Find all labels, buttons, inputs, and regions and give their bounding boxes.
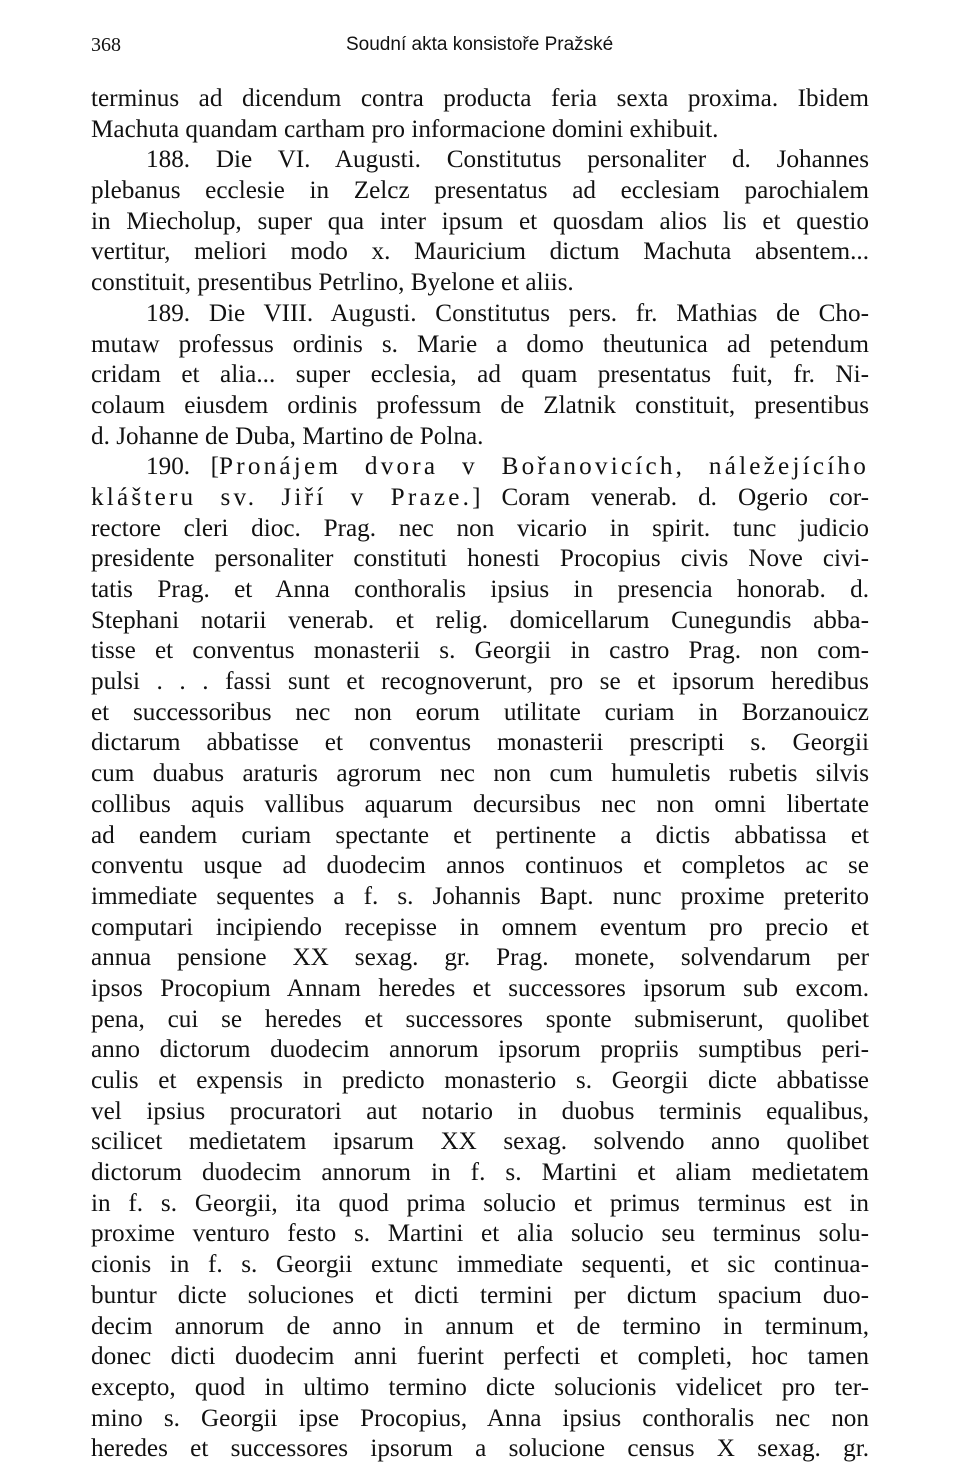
text-line: conventu usque ad duodecim annos continuos et completos ac se: [91, 852, 869, 880]
text-line: plebanus ecclesie in Zelcz presentatus ad ecclesiam parochialem: [91, 177, 869, 205]
text-line: heredes et successores ipsorum a solucione census X sexag. gr.: [91, 1435, 869, 1463]
text-line: tatis Prag. et Anna conthoralis ipsius in presencia honorab. d.: [91, 576, 869, 603]
text-line: immediate sequentes a f. s. Johannis Bapt. nunc proxime preterito: [91, 882, 869, 910]
text-line: in f. s. Georgii, ita quod prima solucio et primus terminus est in: [91, 1189, 869, 1217]
text-line: cridam et alia... super ecclesia, ad quam presentatus fuit, fr. Ni-: [91, 361, 869, 389]
text-line: culis et expensis in predicto monasterio s. Georgii dicte abbatisse: [91, 1067, 869, 1094]
text-line: mutaw professus ordinis s. Marie a domo theutunica ad petendum: [91, 330, 869, 358]
text-line: anno dictorum duodecim annorum ipsorum propriis sumptibus peri-: [91, 1036, 869, 1064]
text-line: rectore cleri dioc. Prag. nec non vicario in spirit. tunc judicio: [91, 514, 869, 542]
text-line: d. Johanne de Duba, Martino de Polna.: [91, 422, 484, 450]
text-line: scilicet medietatem ipsarum XX sexag. solvendo anno quolibet: [91, 1128, 869, 1156]
text-line: dictorum duodecim annorum in f. s. Martini et aliam medietatem: [91, 1159, 869, 1187]
text-line: constituit, presentibus Petrlino, Byelone et aliis.: [91, 269, 574, 297]
text-line: pena, cui se heredes et successores sponte submiserunt, quolibet: [91, 1005, 869, 1033]
text-line: Machuta quandam cartham pro informacione domini exhibuit.: [91, 115, 719, 143]
text-line: Stephani notarii venerab. et relig. domicellarum Cunegundis abba-: [91, 606, 869, 634]
text-line: terminus ad dicendum contra producta feria sexta proxima. Ibidem: [91, 85, 869, 112]
text-line: proxime venturo festo s. Martini et alia solucio seu terminus solu-: [91, 1220, 869, 1248]
text-line: klášteru sv. Jiří v Praze.] Coram venerab. d. Ogerio cor-: [91, 483, 869, 511]
running-title: Soudní akta konsistoře Pražské: [346, 34, 614, 55]
text-line: 188. Die VI. Augusti. Constitutus personaliter d. Johannes: [146, 146, 869, 174]
text-line: cionis in f. s. Georgii extunc immediate sequenti, et sic continua-: [91, 1251, 869, 1279]
text-line: dictarum abbatisse et conventus monasterii prescripti s. Georgii: [91, 729, 869, 757]
text-line: 190. [Pronájem dvora v Bořanovicích, náležejícího: [146, 453, 869, 481]
text-line: tisse et conventus monasterii s. Georgii in castro Prag. non com-: [91, 637, 869, 665]
text-line: decim annorum de anno in annum et de termino in terminum,: [91, 1312, 869, 1340]
text-line: annua pensione XX sexag. gr. Prag. monete, solvendarum per: [91, 944, 869, 972]
text-line: ad eandem curiam spectante et pertinente a dictis abbatissa et: [91, 821, 869, 849]
page-number: 368: [91, 34, 121, 56]
text-line: donec dicti duodecim anni fuerint perfecti et completi, hoc tamen: [91, 1343, 869, 1371]
text-line: buntur dicte soluciones et dicti termini per dictum spacium duo-: [91, 1281, 869, 1309]
text-line: in Miecholup, super qua inter ipsum et quosdam alios lis et questio: [91, 207, 869, 235]
text-line: vel ipsius procuratori aut notario in duobus terminis equalibus,: [91, 1097, 869, 1125]
text-line: collibus aquis vallibus aquarum decursibus nec non omni libertate: [91, 790, 869, 818]
text-line: et successoribus nec non eorum utilitate curiam in Borzanouicz: [91, 698, 869, 726]
text-line: vertitur, meliori modo x. Mauricium dictum Machuta absentem...: [91, 238, 869, 266]
text-line: colaum eiusdem ordinis professum de Zlatnik constituit, presentibus: [91, 391, 869, 419]
text-line: excepto, quod in ultimo termino dicte solucionis videlicet pro ter-: [91, 1373, 869, 1401]
page-header: [91, 30, 869, 60]
text-line: computari incipiendo recepisse in omnem eventum pro precio et: [91, 913, 869, 941]
document-body: [91, 84, 869, 1465]
text-line: presidente personaliter constituti honesti Procopius civis Nove civi-: [91, 545, 869, 573]
text-line: ipsos Procopium Annam heredes et successores ipsorum sub excom.: [91, 974, 869, 1002]
text-line: 189. Die VIII. Augusti. Constitutus pers. fr. Mathias de Cho-: [146, 299, 869, 327]
text-line: pulsi . . . fassi sunt et recognoverunt, pro se et ipsorum heredibus: [91, 668, 869, 696]
text-line: cum duabus araturis agrorum nec non cum humuletis rubetis silvis: [91, 760, 869, 788]
text-line: mino s. Georgii ipse Procopius, Anna ipsius conthoralis nec non: [91, 1404, 869, 1432]
